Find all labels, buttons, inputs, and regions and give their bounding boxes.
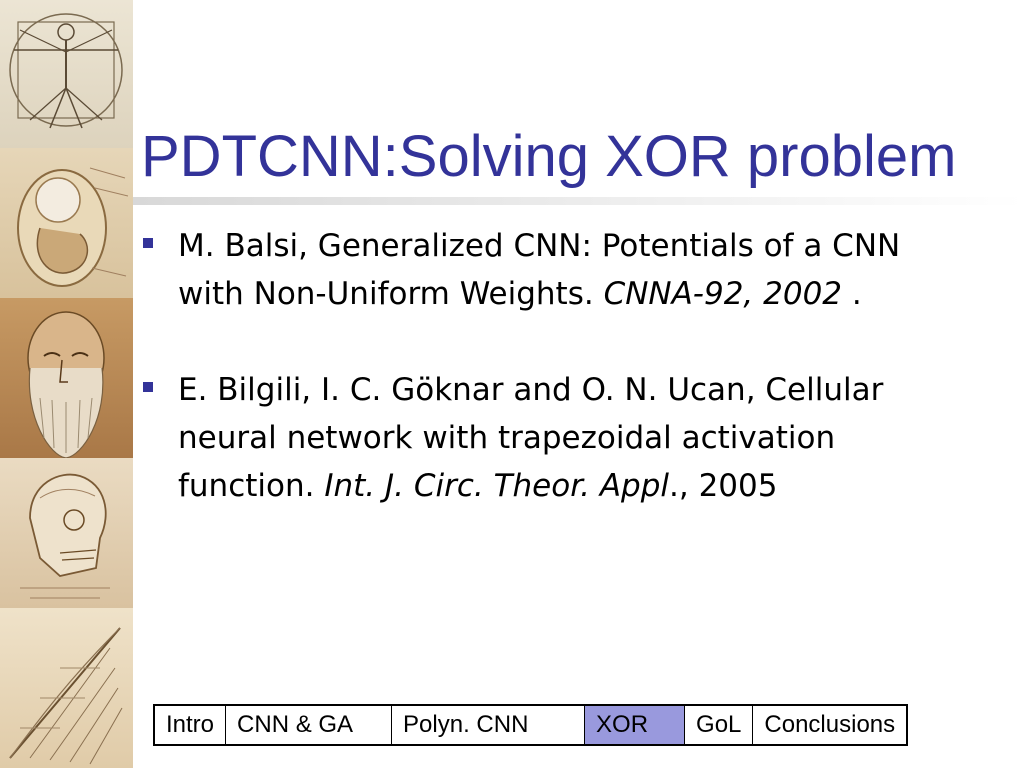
nav-item-intro[interactable]: Intro: [155, 706, 225, 744]
bullet-square-icon: [143, 382, 153, 392]
vitruvian-man-icon: [0, 0, 133, 148]
nav-item-polyn-cnn[interactable]: Polyn. CNN: [391, 706, 584, 744]
bullet-citation-italic: CNNA-92, 2002: [603, 276, 843, 312]
slide-title: PDTCNN:Solving XOR problem: [141, 124, 957, 189]
title-underline: [133, 197, 1024, 205]
nav-item-gol[interactable]: GoL: [684, 706, 752, 744]
wing-sketch-icon: [0, 608, 133, 768]
section-navbar: [153, 704, 908, 746]
bullet-text: E. Bilgili, I. C. Göknar and O. N. Ucan, Cellular neural network with trapezoidal activation function.: [178, 372, 884, 504]
bullet-citation-italic: Int. J. Circ. Theor. Appl: [324, 468, 670, 504]
bullet-text-tail: .: [842, 276, 862, 312]
nav-item-xor[interactable]: XOR: [584, 706, 684, 744]
bullet-text: M. Balsi, Generalized CNN: Potentials of a CNN with Non-Uniform Weights.: [178, 228, 901, 312]
skull-sketch-icon: [0, 458, 133, 608]
bullet-item: [140, 366, 940, 510]
left-decorative-strip: [0, 0, 133, 768]
bullet-item: [140, 222, 940, 318]
nav-item-cnn-ga[interactable]: CNN & GA: [225, 706, 391, 744]
fetus-sketch-icon: [0, 148, 133, 298]
bullet-text-tail: ., 2005: [669, 468, 778, 504]
self-portrait-icon: [0, 298, 133, 458]
bullet-square-icon: [143, 238, 153, 248]
bullet-list: [140, 222, 940, 510]
nav-item-conclusions[interactable]: Conclusions: [752, 706, 906, 744]
